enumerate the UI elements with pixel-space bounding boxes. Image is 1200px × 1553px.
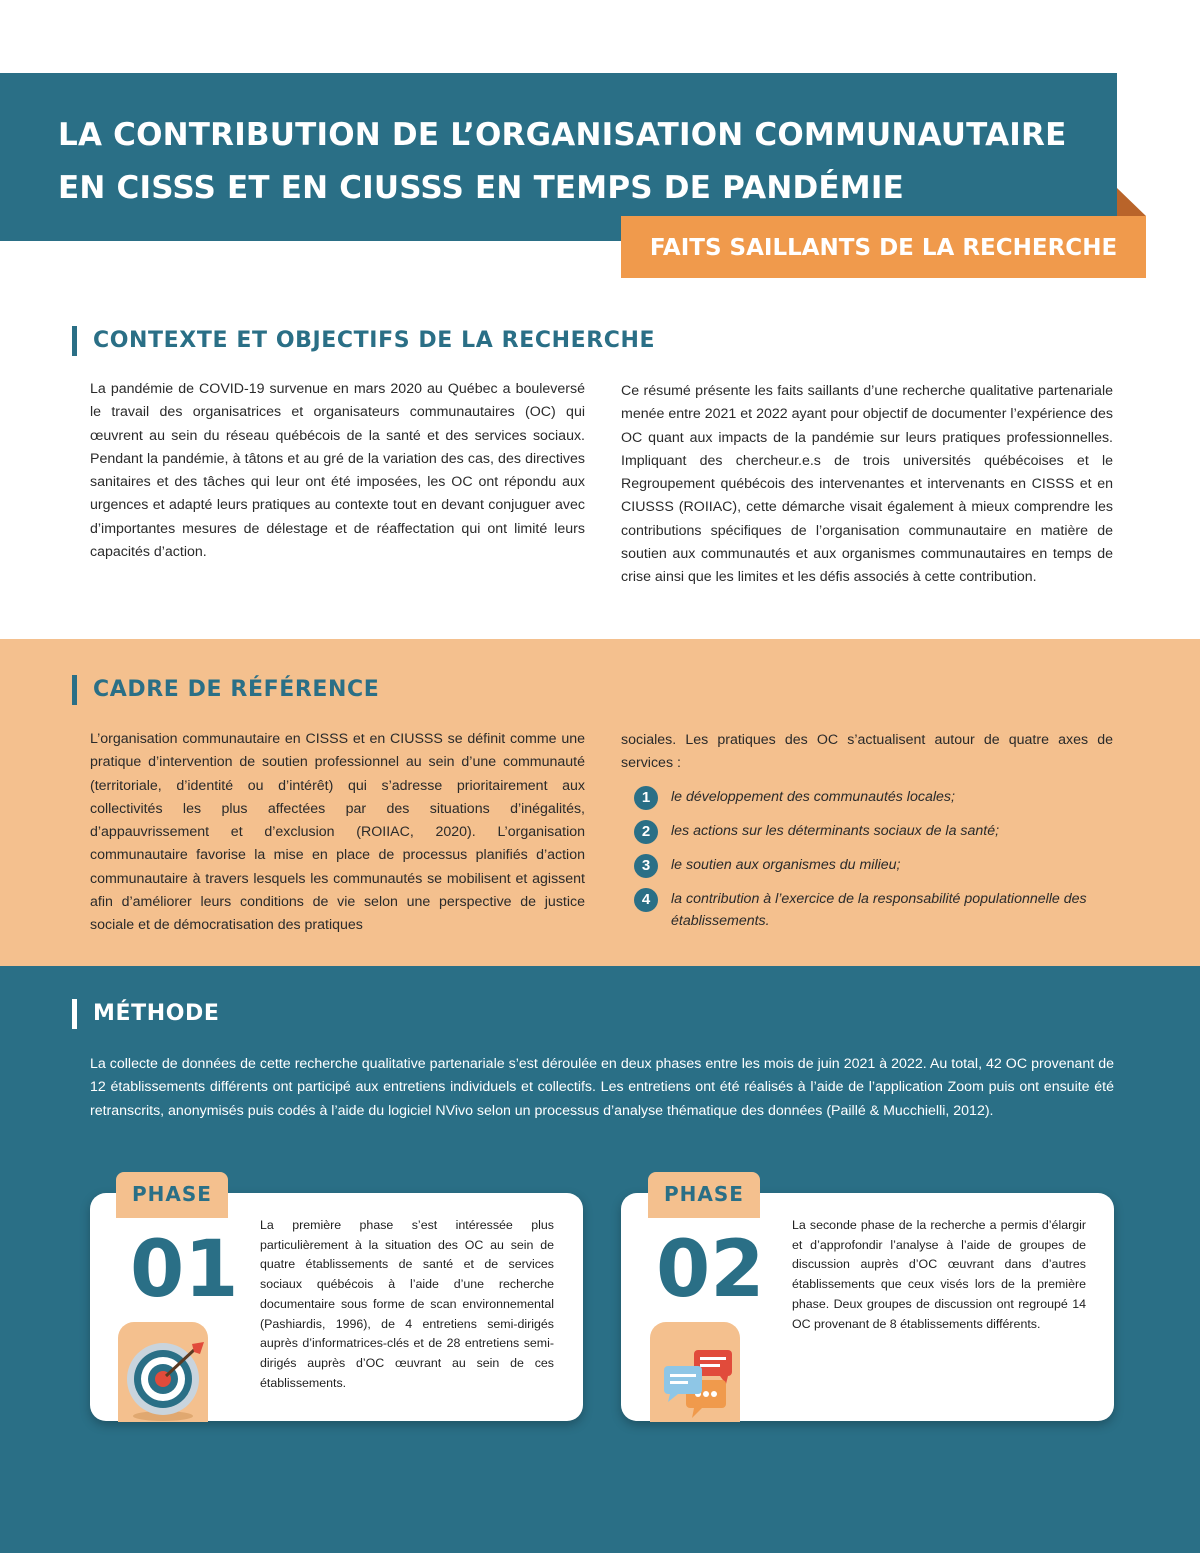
page-subtitle: FAITS SAILLANTS DE LA RECHERCHE (649, 235, 1118, 261)
axis-number-badge: 1 (634, 786, 658, 810)
list-item (634, 854, 1124, 876)
axis-number-badge: 3 (634, 854, 658, 878)
list-item (634, 786, 1124, 808)
contexte-heading: CONTEXTE ET OBJECTIFS DE LA RECHERCHE (72, 326, 655, 356)
axis-text: le soutien aux organismes du milieu; (671, 857, 901, 873)
title-line-1: LA CONTRIBUTION DE L’ORGANISATION COMMUNAUTAIRE (58, 117, 1067, 153)
phase-1-text: La première phase s’est intéressée plus particulièrement à la situation des OC au sein de quatre établissements de santé et de services sociaux québécois à l’aide d’une recherche documentaire sous forme de scan environnemental (Pashiardis, 1996), de 4 entretiens semi-dirigés auprès d’informatrices-clés et de 28 entretiens semi-dirigés auprès d’OC œuvrant au sein de ces établissements. (260, 1218, 554, 1390)
phase-1-icon-box (118, 1322, 208, 1422)
chat-bubbles-icon (650, 1322, 740, 1422)
target-dart-icon (118, 1322, 208, 1422)
axis-text: les actions sur les déterminants sociaux de la santé; (671, 823, 1000, 839)
title-line-2: EN CISSS ET EN CIUSSS EN TEMPS DE PANDÉMIE (58, 170, 904, 206)
phase-2-number: 02 (656, 1225, 765, 1315)
subtitle-ribbon (621, 216, 1146, 278)
cadre-heading: CADRE DE RÉFÉRENCE (72, 675, 379, 705)
axis-number-badge: 2 (634, 820, 658, 844)
list-item (634, 820, 1124, 842)
page-title (58, 109, 1108, 215)
methode-paragraph: La collecte de données de cette recherche qualitative partenariale s’est déroulée en deux phases entre les mois de juin 2021 à 2022. Au total, 42 OC provenant de 12 établissements différents ont participé aux entretiens individuels et collectifs. Les entretiens ont été réalisés à l’aide de l’application Zoom puis ont ensuite été retranscrits, anonymisés puis codés à l’aide du logiciel NVivo selon un processus d’analyse thématique des données (Paillé & Mucchielli, 2012). (90, 1056, 1114, 1119)
list-item (634, 888, 1124, 932)
contexte-paragraph-1: La pandémie de COVID-19 survenue en mars 2020 au Québec a bouleversé le travail des organisatrices et organisateurs communautaires (OC) qui œuvrent au sein du réseau québécois de la santé et des services sociaux. Pendant la pandémie, à tâtons et au gré de la variation des cas, des directives sanitaires et des tâches qui leur ont été imposées, les OC ont répondu aux urgences et adapté leurs pratiques au contexte tout en devant conjuguer avec d’importantes mesures de délestage et de réaffectation qui ont limité leurs capacités d’action. (90, 381, 585, 561)
phase-2-icon-box (650, 1322, 740, 1422)
phase-2-tab: PHASE (648, 1172, 760, 1218)
phase-1-number: 01 (130, 1225, 239, 1315)
phase-2-text: La seconde phase de la recherche a permis d’élargir et d’approfondir l’analyse à l’aide de groupes de discussion auprès d’OC œuvrant dans d’autres établissements que ceux visés lors de la première phase. Deux groupes de discussion ont regroupé 14 OC provenant de 8 établissements différents. (792, 1218, 1086, 1331)
phase-1-tab: PHASE (116, 1172, 228, 1218)
cadre-paragraph-1: L’organisation communautaire en CISSS et en CIUSSS se définit comme une pratique d’intervention de soutien professionnel au sein d’une communauté (territoriale, d’identité ou d’intérêt) qui s’adresse prioritairement aux collectivités les plus affectées par des situations d’inégalités, d’appauvrissement et d’exclusion (ROIIAC, 2020). L’organisation communautaire favorise la mise en place de processus planifiés d’action communautaire à travers lesquels les communautés se mobilisent et agissent afin d’améliorer leurs conditions de vie selon une perspective de justice sociale et de démocratisation des pratiques (90, 731, 585, 934)
contexte-paragraph-2: Ce résumé présente les faits saillants d’une recherche qualitative partenariale menée entre 2021 et 2022 ayant pour objectif de documenter l’expérience des OC quant aux impacts de la pandémie sur leurs pratiques professionnelles. Impliquant des chercheur.e.s de trois universités québécoises et le Regroupement québécois des intervenantes et intervenants en CISSS et en CIUSSS (ROIIAC), cette démarche visait également à mieux comprendre les contributions spécifiques de l’organisation communautaire en matière de soutien aux communautés et aux organismes communautaires en temps de crise ainsi que les limites et les défis associés à cette contribution. (621, 383, 1113, 586)
axis-text: la contribution à l’exercice de la responsabilité populationnelle des établissements. (671, 891, 1087, 929)
axis-number-badge: 4 (634, 888, 658, 912)
axis-text: le développement des communautés locales; (671, 789, 955, 805)
ribbon-fold (1117, 188, 1146, 216)
axes-list (634, 786, 1124, 944)
cadre-paragraph-2: sociales. Les pratiques des OC s’actualisent autour de quatre axes de services : (621, 732, 1113, 772)
methode-heading: MÉTHODE (72, 999, 220, 1029)
